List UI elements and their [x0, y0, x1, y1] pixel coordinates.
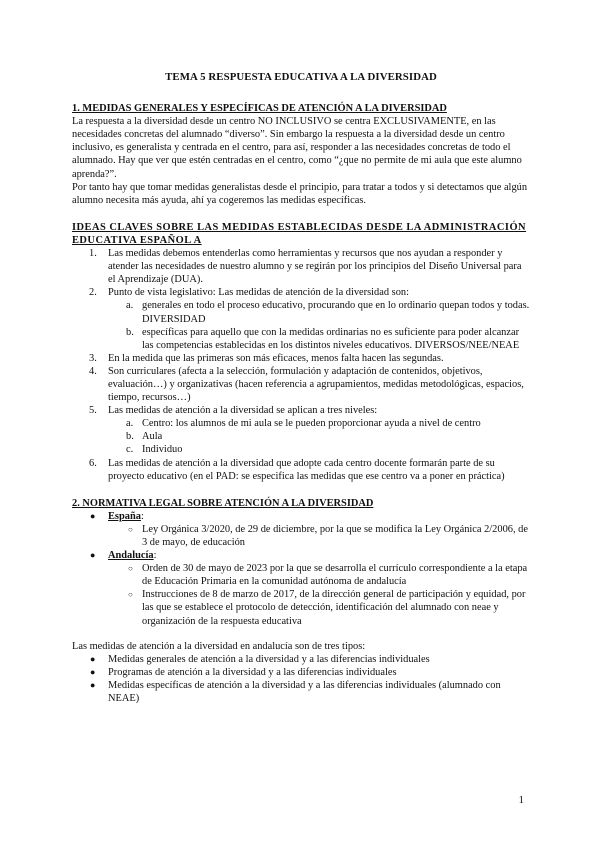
- circle-bullet-icon: ○: [128, 524, 133, 534]
- list-text: Las medidas debemos entenderlas como herramientas y recursos que nos ayudan a responder y atender las necesidades de nuestro alumno y se regirán por los principios del Diseño Universal para el Aprendizaje (DUA).: [108, 248, 522, 286]
- regulation-group-andalucia: [72, 549, 530, 562]
- list-number: 6.: [89, 457, 97, 469]
- regulation-text: Instrucciones de 8 de marzo de 2017, de la dirección general de participación y equidad, por las que se establece el protocolo de detección, identificación del alumnado con neae y organización de la respuesta educativa: [142, 589, 526, 627]
- measure-type-item: [72, 653, 530, 666]
- bullet-icon: ●: [90, 679, 96, 690]
- label-colon: :: [140, 510, 144, 522]
- list-number: 1.: [89, 248, 97, 260]
- regulation-list-espana: [72, 523, 530, 549]
- document-page: [72, 71, 530, 705]
- bullet-icon: ●: [90, 653, 96, 664]
- ideas-heading: IDEAS CLAVES SOBRE LAS MEDIDAS ESTABLECIDAS DESDE LA ADMINISTRACIÓN EDUCATIVA ESPAÑOL A: [72, 221, 527, 246]
- list-text: Centro: los alumnos de mi aula se le pueden proporcionar ayuda a nivel de centro: [142, 418, 481, 430]
- list-number: 3.: [89, 352, 97, 364]
- circle-bullet-icon: ○: [128, 590, 133, 600]
- ideas-list: [72, 247, 530, 299]
- list-number: 5.: [89, 405, 97, 417]
- list-letter: a.: [126, 418, 134, 430]
- list-text: Las medidas de atención a la diversidad que adopte cada centro docente formarán parte de su proyecto educativo (en el PAD: se especifica las medidas que ese centro va a poner en práctica): [108, 457, 505, 482]
- list-number: 2.: [89, 287, 97, 299]
- list-letter: a.: [126, 300, 134, 312]
- group-label: España: [108, 510, 141, 522]
- bullet-icon: ●: [90, 550, 96, 561]
- ideas-item-3: [72, 352, 530, 365]
- section-2-heading: 2. NORMATIVA LEGAL SOBRE ATENCIÓN A LA DIVERSIDAD: [72, 497, 374, 509]
- measure-type-item: [72, 679, 530, 705]
- list-text: En la medida que las primeras son más eficaces, menos falta hacen las segundas.: [108, 352, 444, 364]
- regulation-group-espana: [72, 510, 530, 523]
- section-1-paragraph-2: Por tanto hay que tomar medidas generalistas desde el principio, para tratar a todos y si detectamos que algún alumno necesita más ayuda, ahí ya cogeremos las medidas específicas.: [72, 181, 528, 206]
- regulation-groups: [72, 510, 530, 523]
- list-letter: c.: [126, 444, 134, 456]
- list-text: Aula: [142, 431, 163, 443]
- section-1-heading: 1. MEDIDAS GENERALES Y ESPECÍFICAS DE ATENCIÓN A LA DIVERSIDAD: [72, 103, 447, 115]
- ideas-item-6: [72, 457, 530, 483]
- regulation-item: [72, 523, 530, 549]
- list-text: generales en todo el proceso educativo, procurando que en lo ordinario quepan todos y todas. DIVERSIDAD: [142, 300, 530, 325]
- list-number: 4.: [89, 365, 97, 377]
- sublist-item: [72, 326, 530, 352]
- regulation-text: Ley Orgánica 3/2020, de 29 de diciembre, por la que se modifica la Ley Orgánica 2/2006, de 3 de mayo, de educación: [142, 523, 528, 548]
- measure-type-text: Programas de atención a la diversidad y a las diferencias individuales: [108, 666, 397, 678]
- measure-types-list: [72, 653, 530, 705]
- section-1-paragraph-1: La respuesta a la diversidad desde un centro NO INCLUSIVO se centra EXCLUSIVAMENTE, en las necesidades concretas del alumnado “diverso”. Sin embargo la respuesta a la diversidad desde un centro inclusivo, es generalista y centrada en el centro, para así, responder a las necesidades concretas de todo el alumnado. Hay que ver que estén centradas en el centro, como “¿que no permite de mi aula que este alumno aprenda?”.: [72, 116, 522, 180]
- list-text: Son curriculares (afecta a la selección, formulación y adaptación de contenidos, objetivos, evaluación…) y organizativas (hacen referencia a agrupamientos, medidas metodológicas, espacios, tiempo, recursos…): [108, 365, 524, 404]
- page-number: 1: [518, 794, 524, 806]
- label-colon: :: [153, 550, 157, 562]
- list-letter: b.: [126, 326, 134, 338]
- ideas-item-4: [72, 365, 530, 404]
- list-letter: b.: [126, 431, 134, 443]
- bullet-icon: ●: [90, 510, 96, 521]
- bullet-icon: ●: [90, 666, 96, 677]
- sublist-item: [72, 430, 530, 443]
- regulation-list-andalucia: [72, 562, 530, 627]
- ideas-sublist-5: [72, 417, 530, 456]
- list-text: específicas para aquello que con la medidas ordinarias no es suficiente para poder alcanzar las competencias establecidas en los distintos niveles educativos. DIVERSOS/NEE/NEAE: [142, 326, 520, 351]
- document-title: TEMA 5 RESPUESTA EDUCATIVA A LA DIVERSIDAD: [165, 71, 437, 83]
- ideas-item-1: [72, 247, 530, 286]
- regulation-groups-2: [72, 549, 530, 562]
- measure-type-text: Medidas específicas de atención a la diversidad y a las diferencias individuales (alumnado con NEAE): [108, 679, 501, 705]
- ideas-item-2: [72, 286, 530, 299]
- group-label: Andalucía: [108, 550, 154, 562]
- measure-type-text: Medidas generales de atención a la diversidad y a las diferencias individuales: [108, 653, 430, 665]
- measure-types-intro: Las medidas de atención a la diversidad en andalucía son de tres tipos:: [72, 640, 366, 652]
- ideas-item-5: [72, 404, 530, 417]
- list-text: Individuo: [142, 444, 183, 456]
- regulation-item: [72, 588, 530, 627]
- regulation-text: Orden de 30 de mayo de 2023 por la que se desarrolla el currículo correspondiente a la etapa de Educación Primaria en la comunidad autónoma de andalucía: [142, 563, 528, 588]
- measure-type-item: [72, 666, 530, 679]
- ideas-list-end: [72, 457, 530, 483]
- ideas-list-cont: [72, 352, 530, 417]
- regulation-item: [72, 562, 530, 588]
- list-text: Punto de vista legislativo: Las medidas de atención de la diversidad son:: [108, 287, 409, 299]
- list-text: Las medidas de atención a la diversidad se aplican a tres niveles:: [108, 405, 378, 417]
- sublist-item: [72, 443, 530, 456]
- ideas-sublist-2: [72, 299, 530, 351]
- sublist-item: [72, 417, 530, 430]
- circle-bullet-icon: ○: [128, 564, 133, 574]
- sublist-item: [72, 299, 530, 325]
